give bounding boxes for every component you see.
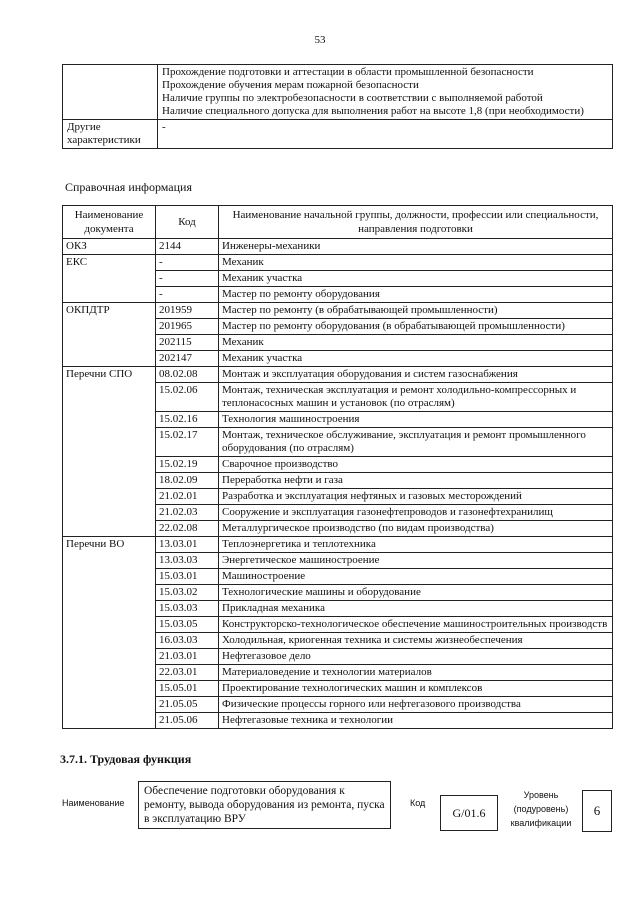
code-cell: 15.02.17: [156, 428, 219, 457]
name-label: Наименование: [62, 798, 125, 808]
specialty-name-cell: Инженеры-механики: [219, 239, 613, 255]
specialty-name-cell: Материаловедение и технологии материалов: [219, 665, 613, 681]
specialty-name-cell: Холодильная, криогенная техника и системы жизнеобеспечения: [219, 633, 613, 649]
table-row: [63, 367, 613, 383]
level-label-line: квалификации: [510, 818, 572, 828]
qualification-level-label: [502, 788, 580, 830]
code-cell: 15.02.06: [156, 383, 219, 412]
specialty-name-cell: Сооружение и эксплуатация газонефтепроводов и газонефтехранилищ: [219, 505, 613, 521]
specialty-name-cell: Монтаж, техническая эксплуатация и ремонт холодильно-компрессорных и теплонасосных машин и установок (по отраслям): [219, 383, 613, 412]
specialty-name-cell: Металлургическое производство (по видам производства): [219, 521, 613, 537]
qualification-requirements-table: [62, 64, 613, 149]
specialty-name-cell: Монтаж и эксплуатация оборудования и систем газоснабжения: [219, 367, 613, 383]
labor-function-heading: 3.7.1. Трудовая функция: [60, 752, 192, 766]
requirement-line: -: [162, 121, 166, 133]
code-cell: 16.03.03: [156, 633, 219, 649]
code-cell: 22.02.08: [156, 521, 219, 537]
code-cell: 15.02.19: [156, 457, 219, 473]
code-cell: 21.02.03: [156, 505, 219, 521]
header-code: Код: [156, 206, 219, 239]
specialty-name-cell: Технологические машины и оборудование: [219, 585, 613, 601]
code-cell: 202147: [156, 351, 219, 367]
specialty-name-cell: Механик участка: [219, 271, 613, 287]
code-cell: 13.03.01: [156, 537, 219, 553]
table-row: [63, 255, 613, 271]
specialty-name-cell: Механик участка: [219, 351, 613, 367]
specialty-name-cell: Механик: [219, 335, 613, 351]
code-cell: 21.02.01: [156, 489, 219, 505]
code-cell: 2144: [156, 239, 219, 255]
reference-info-heading: Справочная информация: [65, 180, 192, 194]
specialty-name-cell: Прикладная механика: [219, 601, 613, 617]
requirement-line: Прохождение подготовки и аттестации в области промышленной безопасности: [162, 66, 534, 78]
document-name-cell: ОКПДТР: [63, 303, 156, 367]
specialty-name-cell: Проектирование технологических машин и комплексов: [219, 681, 613, 697]
code-cell: 201965: [156, 319, 219, 335]
labor-function-code: G/01.6: [440, 795, 498, 831]
table-row: [63, 537, 613, 553]
code-cell: 22.03.01: [156, 665, 219, 681]
code-cell: -: [156, 271, 219, 287]
specialty-name-cell: Теплоэнергетика и теплотехника: [219, 537, 613, 553]
code-cell: 15.03.05: [156, 617, 219, 633]
specialty-name-cell: Мастер по ремонту оборудования (в обрабатывающей промышленности): [219, 319, 613, 335]
level-label-line: Уровень: [523, 790, 559, 800]
specialty-name-cell: Технология машиностроения: [219, 412, 613, 428]
code-cell: 21.05.05: [156, 697, 219, 713]
table-row: [63, 239, 613, 255]
document-name-cell: Перечни СПО: [63, 367, 156, 537]
specialty-name-cell: Разработка и эксплуатация нефтяных и газовых месторождений: [219, 489, 613, 505]
code-cell: 13.03.03: [156, 553, 219, 569]
table-row: [63, 303, 613, 319]
code-label: Код: [410, 798, 426, 808]
code-cell: -: [156, 255, 219, 271]
requirements-row-content: [158, 120, 613, 149]
specialty-name-cell: Переработка нефти и газа: [219, 473, 613, 489]
code-cell: 15.02.16: [156, 412, 219, 428]
code-cell: 202115: [156, 335, 219, 351]
document-name-cell: Перечни ВО: [63, 537, 156, 729]
reference-info-table: [62, 205, 613, 729]
requirements-row-label: [63, 65, 158, 120]
reference-table-header-row: [63, 206, 613, 239]
specialty-name-cell: Физические процессы горного или нефтегазового производства: [219, 697, 613, 713]
requirement-line: Наличие группы по электробезопасности в соответствии с выполняемой работой: [162, 92, 543, 104]
code-cell: 15.03.01: [156, 569, 219, 585]
header-name: Наименование начальной группы, должности, профессии или специальности, направления подготовки: [219, 206, 613, 239]
code-cell: 15.03.02: [156, 585, 219, 601]
level-label-line: (подуровень): [513, 804, 569, 814]
requirements-row-label: Другие характеристики: [63, 120, 158, 149]
requirements-row: [63, 65, 613, 120]
requirement-line: Прохождение обучения мерам пожарной безопасности: [162, 79, 419, 91]
specialty-name-cell: Монтаж, техническое обслуживание, эксплуатация и ремонт промышленного оборудования (по отраслям): [219, 428, 613, 457]
code-cell: -: [156, 287, 219, 303]
code-cell: 21.03.01: [156, 649, 219, 665]
requirements-row: [63, 120, 613, 149]
requirement-line: Наличие специального допуска для выполнения работ на высоте 1,8 (при необходимости): [162, 105, 584, 117]
code-cell: 201959: [156, 303, 219, 319]
document-name-cell: ОКЗ: [63, 239, 156, 255]
page-number: 53: [314, 34, 326, 46]
code-cell: 21.05.06: [156, 713, 219, 729]
qualification-level-value: 6: [582, 790, 612, 832]
specialty-name-cell: Сварочное производство: [219, 457, 613, 473]
specialty-name-cell: Нефтегазовые техника и технологии: [219, 713, 613, 729]
labor-function-name: Обеспечение подготовки оборудования к ремонту, вывода оборудования из ремонта, пуска в эксплуатацию ВРУ: [138, 781, 391, 829]
specialty-name-cell: Механик: [219, 255, 613, 271]
code-cell: 08.02.08: [156, 367, 219, 383]
specialty-name-cell: Нефтегазовое дело: [219, 649, 613, 665]
code-cell: 15.03.03: [156, 601, 219, 617]
specialty-name-cell: Мастер по ремонту оборудования: [219, 287, 613, 303]
specialty-name-cell: Энергетическое машиностроение: [219, 553, 613, 569]
specialty-name-cell: Машиностроение: [219, 569, 613, 585]
document-name-cell: ЕКС: [63, 255, 156, 303]
requirements-row-content: [158, 65, 613, 120]
code-cell: 18.02.09: [156, 473, 219, 489]
specialty-name-cell: Конструкторско-технологическое обеспечение машиностроительных производств: [219, 617, 613, 633]
specialty-name-cell: Мастер по ремонту (в обрабатывающей промышленности): [219, 303, 613, 319]
code-cell: 15.05.01: [156, 681, 219, 697]
header-doc: Наименование документа: [63, 206, 156, 239]
